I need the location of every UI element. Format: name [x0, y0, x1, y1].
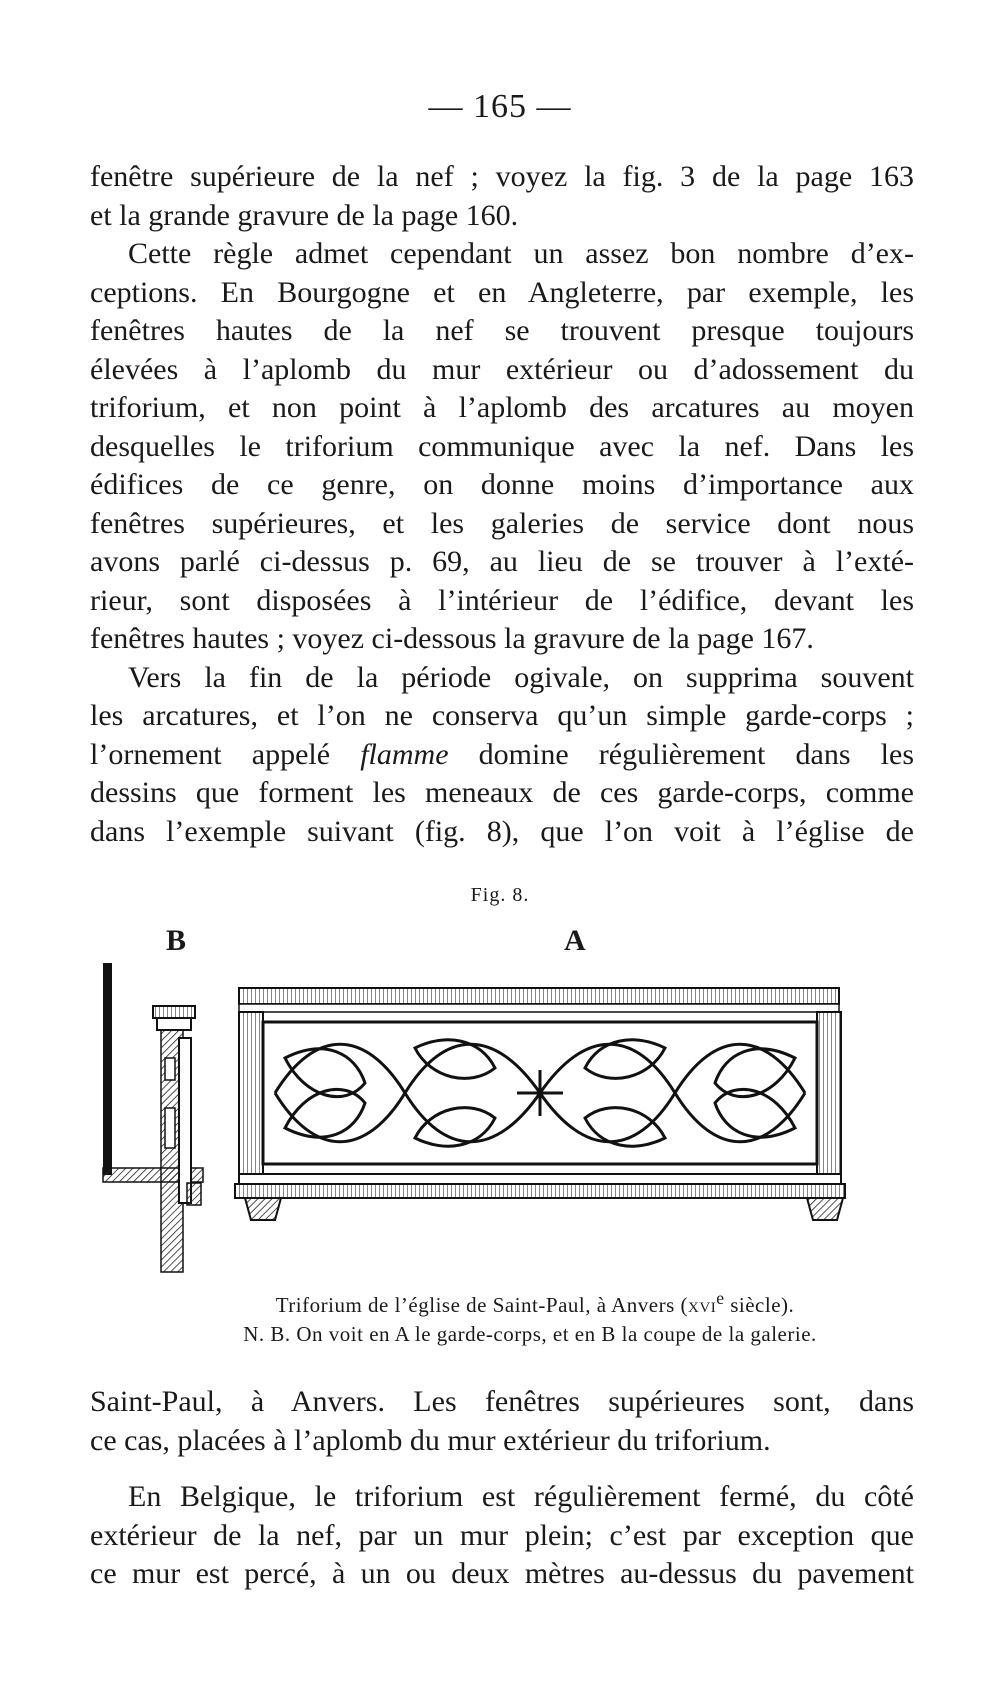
text-line: rieur, sont disposées à l’intérieur de l’édifice, devant les — [90, 583, 914, 617]
text-line: ce mur est percé, à un ou deux mètres au-dessus du pavement — [90, 1557, 914, 1590]
text-line: avons parlé ci-dessus p. 69, au lieu de se trouver à l’exté- — [90, 545, 914, 578]
body-text-top — [90, 158, 914, 851]
body-text-last-paragraph — [90, 1478, 914, 1594]
text-line: élevées à l’aplomb du mur extérieur ou d’adossement du — [90, 352, 914, 386]
text-line: dessins que forment les meneaux de ces garde-corps, comme — [90, 776, 914, 809]
text-line: desquelles le triforium communique avec la nef. Dans les — [90, 429, 914, 463]
figure-letter-b: B — [166, 924, 187, 957]
text-line: ceptions. En Bourgogne et en Angleterre, par exemple, les — [90, 275, 914, 309]
text-line: et la grande gravure de la page 160. — [90, 198, 519, 232]
text-line: fenêtres hautes ; voyez ci-dessous la gravure de la page 167. — [90, 622, 814, 655]
railing-a-drawing — [235, 988, 845, 1220]
text-line: Cette règle admet cependant un assez bon nombre d’ex- — [128, 237, 914, 270]
figure-caption-2: N. B. On voit en A le garde-corps, et en B la coupe de la galerie. — [243, 1322, 817, 1346]
text-line: En Belgique, le triforium est régulièrement fermé, du côté — [128, 1480, 914, 1513]
caption-1-after: siècle). — [724, 1293, 795, 1317]
page-number: — 165 — — [428, 88, 572, 125]
text-line: Saint-Paul, à Anvers. Les fenêtres supérieures sont, dans — [90, 1385, 914, 1418]
figure-caption-1 — [35, 1288, 1000, 1318]
caption-1-century: xvi — [688, 1293, 717, 1317]
figure-letter-a: A — [564, 924, 586, 957]
flamme-term: flamme — [360, 737, 449, 771]
caption-1-before: Triforium de l’église de Saint-Paul, à Anvers ( — [275, 1293, 689, 1317]
text-line: dans l’exemple suivant (fig. 8), que l’on voit à l’église de — [90, 814, 914, 848]
section-b-drawing — [103, 963, 203, 1272]
text-line: fenêtre supérieure de la nef ; voyez la fig. 3 de la page 163 — [90, 160, 914, 193]
text-line: édifices de ce genre, on donne moins d’importance aux — [90, 468, 914, 501]
text-line: Vers la fin de la période ogivale, on supprima souvent — [128, 660, 914, 694]
text-line: triforium, et non point à l’aplomb des arcatures au moyen — [90, 391, 914, 424]
triforium-engraving — [95, 958, 915, 1288]
text-line: extérieur de la nef, par un mur plein; c’est par exception que — [90, 1518, 914, 1552]
caption-1-sup: e — [716, 1288, 725, 1308]
flamme-line-before: l’ornement appelé — [90, 737, 361, 771]
text-line: ce cas, placées à l’aplomb du mur extérieur du triforium. — [90, 1423, 771, 1457]
flamme-line-after: domine régulièrement dans les — [448, 737, 914, 771]
text-line: fenêtres hautes de la nef se trouvent presque toujours — [90, 314, 914, 347]
text-line: les arcatures, et l’on ne conserva qu’un simple garde-corps ; — [90, 699, 914, 732]
body-text-after-figure — [90, 1383, 914, 1460]
text-line-flamme — [90, 736, 914, 775]
figure-label: Fig. 8. — [470, 884, 530, 906]
text-line: fenêtres supérieures, et les galeries de service dont nous — [90, 506, 914, 540]
